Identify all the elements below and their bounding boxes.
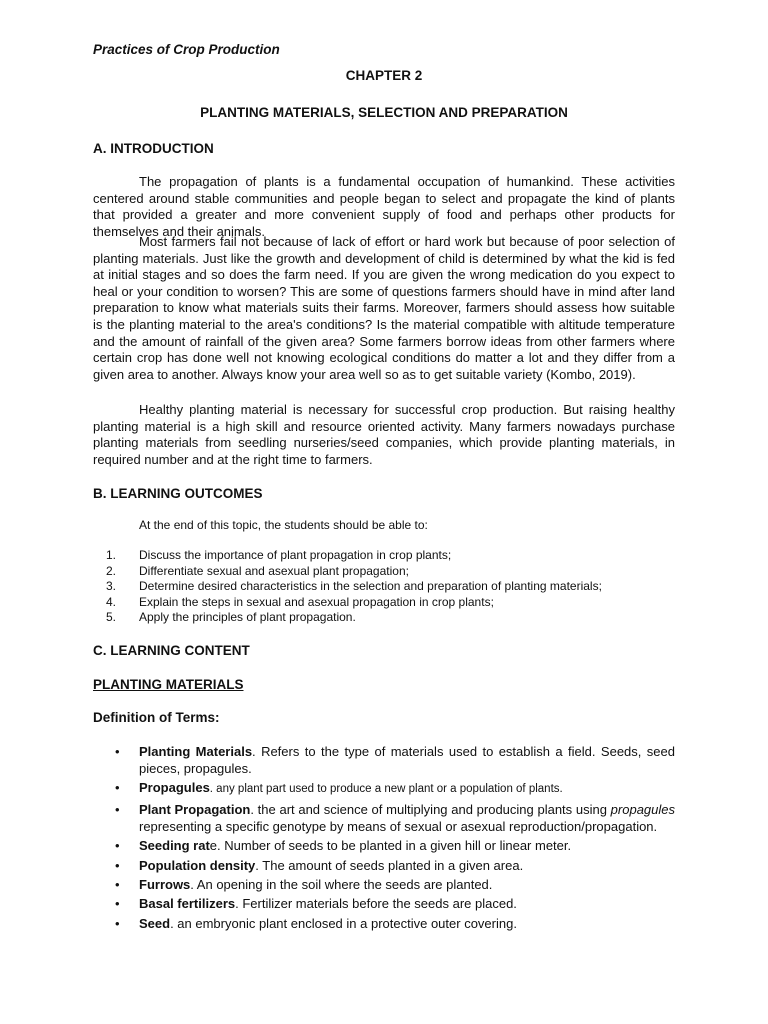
list-item-text: Explain the steps in sexual and asexual propagation in crop plants; (139, 594, 494, 609)
definition: . an embryonic plant enclosed in a protective outer covering. (170, 915, 517, 931)
definition: . The amount of seeds planted in a given area. (255, 857, 524, 873)
term: Planting Materials (139, 744, 253, 759)
bullet-icon: • (115, 838, 120, 854)
learning-outcomes-list (93, 548, 675, 626)
bullet-icon: • (115, 896, 120, 912)
learning-content-heading: C. LEARNING CONTENT (93, 643, 250, 658)
list-item (93, 595, 675, 611)
list-item-number: 5. (105, 610, 116, 624)
term: Plant Propagation (139, 801, 251, 817)
list-item (115, 857, 675, 874)
bullet-icon: • (115, 915, 120, 931)
definition: . An opening in the soil where the seeds are planted. (190, 876, 493, 892)
intro-paragraph-2: Most farmers fail not because of lack of effort or hard work but because of poor selection of planting materials. Just like the growth and development of child is determined by what the kid is fed at initial stages and so does the farm need. If you are given the wrong medication do you expect to heal or your condition to worsen? This are some of questions farmers should have in mind after land preparation to know what materials suits their farms. Moreover, farmers should assess how suitable is the planting material to the area's conditions? Is the material compatible with altitude temperature and the amount of rainfall of the given area? Some farmers borrow ideas from other farmers where certain crop has done well not knowing ecological conditions do matter a lot and they differ from a given area to another. Always know your area well so as to get suitable variety (Kombo, 2019). (93, 234, 675, 382)
list-item-number: 4. (105, 594, 116, 609)
list-item (115, 876, 675, 893)
list-item-number: 2. (105, 563, 116, 578)
list-item-number: 1. (105, 548, 116, 562)
planting-materials-subheading: PLANTING MATERIALS (93, 677, 244, 692)
list-item-text: Differentiate sexual and asexual plant propagation; (139, 563, 409, 578)
chapter-title: PLANTING MATERIALS, SELECTION AND PREPARATION (200, 105, 568, 120)
definition: e. Number of seeds to be planted in a given hill or linear meter. (209, 838, 572, 854)
list-item (115, 743, 675, 777)
bullet-icon: • (115, 801, 120, 817)
list-item-text: Determine desired characteristics in the selection and preparation of planting materials; (139, 579, 602, 593)
list-item (115, 779, 675, 798)
list-item (93, 579, 675, 595)
list-item (115, 837, 675, 854)
definitions-list (115, 743, 675, 934)
definition: . the art and science of multiplying and producing plants using (250, 801, 611, 817)
list-item (115, 801, 675, 835)
chapter-number: CHAPTER 2 (345, 68, 423, 83)
introduction-heading: A. INTRODUCTION (93, 141, 214, 156)
definition: representing a specific genotype by means of sexual or asexual reproduction/propagation. (139, 818, 658, 834)
bullet-icon: • (115, 780, 120, 796)
intro-paragraph-3: Healthy planting material is necessary for successful crop production. But raising healthy planting material is a high skill and resource oriented activity. Many farmers nowadays purchase planting materials from seedling nurseries/seed companies, which provide planting materials, in required number and at the right time to farmers. (93, 402, 675, 467)
definition: . any plant part used to produce a new plant or a population of plants. (209, 783, 563, 796)
bullet-icon: • (115, 744, 120, 759)
definition-emphasis: propagules (610, 801, 675, 817)
bullet-icon: • (115, 876, 120, 892)
learning-outcomes-intro: At the end of this topic, the students should be able to: (139, 518, 428, 532)
intro-paragraph-1: The propagation of plants is a fundamental occupation of humankind. These activities centered around stable communities and people began to select and propagate the kind of plants that provided a greater and more convenient supply of food and perhaps other products for themselves and their animals. (93, 174, 675, 239)
running-header: Practices of Crop Production (93, 42, 280, 57)
list-item (93, 548, 675, 564)
learning-outcomes-heading: B. LEARNING OUTCOMES (93, 486, 263, 501)
definitions-heading: Definition of Terms: (93, 710, 220, 725)
term: Seed (139, 915, 171, 931)
list-item (115, 915, 675, 932)
list-item-text: Discuss the importance of plant propagation in crop plants; (139, 548, 452, 562)
list-item-text: Apply the principles of plant propagation. (139, 610, 356, 624)
term: Basal fertilizers (139, 896, 236, 912)
list-item-number: 3. (105, 579, 116, 593)
term: Population density (139, 857, 256, 873)
term: Furrows (139, 876, 191, 892)
definition: . Fertilizer materials before the seeds are placed. (235, 896, 517, 912)
term: Propagules (139, 780, 210, 796)
definition: . Refers to the type of materials used to establish a field. Seeds, seed pieces, propagules. (139, 744, 675, 776)
list-item (115, 895, 675, 912)
term: Seeding rat (139, 838, 210, 854)
list-item (93, 610, 675, 626)
bullet-icon: • (115, 857, 120, 873)
list-item (93, 564, 675, 580)
